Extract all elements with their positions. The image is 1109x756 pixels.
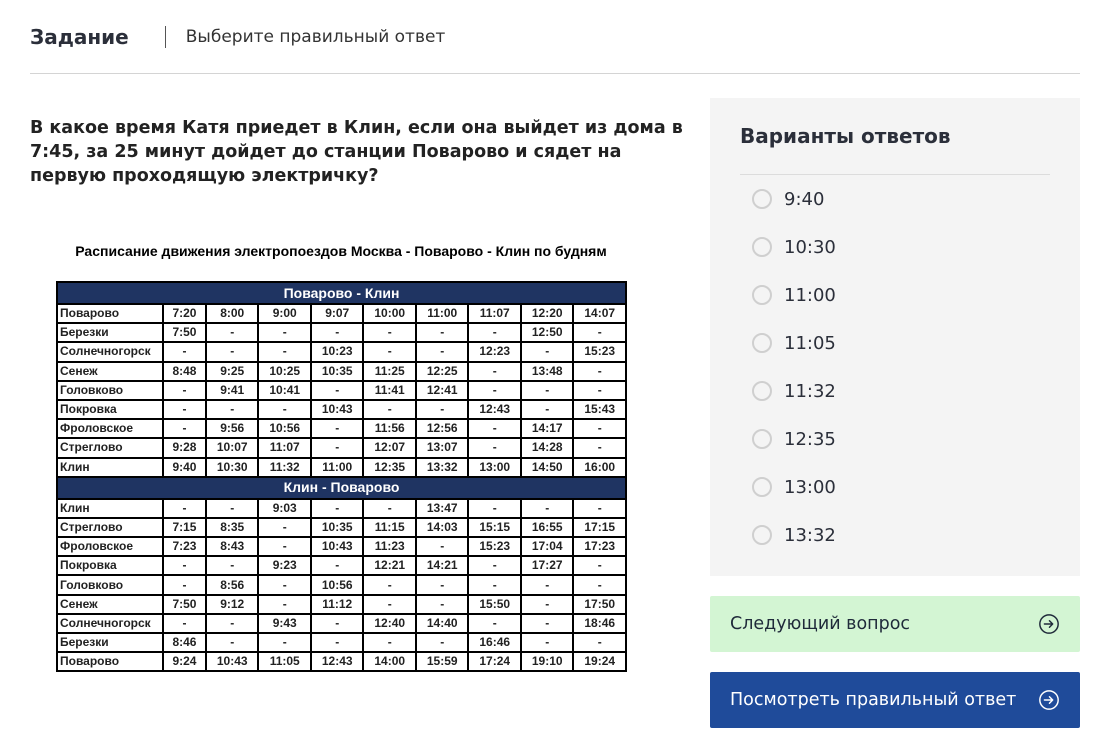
table-row bbox=[57, 575, 626, 594]
show-answer-label: Посмотреть правильный ответ bbox=[730, 690, 1017, 710]
time-cell: 10:35 bbox=[311, 362, 364, 381]
section-heading: Клин - Поварово bbox=[57, 477, 626, 499]
time-cell: 15:15 bbox=[468, 518, 521, 537]
time-cell: - bbox=[573, 499, 626, 518]
time-cell: 15:43 bbox=[573, 400, 626, 419]
time-cell: 11:23 bbox=[363, 537, 416, 556]
time-cell: - bbox=[363, 595, 416, 614]
time-cell: 14:07 bbox=[573, 304, 626, 323]
table-row bbox=[57, 556, 626, 575]
time-cell: - bbox=[468, 323, 521, 342]
time-cell: 8:00 bbox=[206, 304, 259, 323]
time-cell: - bbox=[573, 381, 626, 400]
time-cell: - bbox=[163, 499, 206, 518]
task-header bbox=[30, 22, 445, 52]
time-cell: - bbox=[468, 381, 521, 400]
time-cell: 9:43 bbox=[258, 614, 311, 633]
time-cell: - bbox=[468, 438, 521, 457]
time-cell: - bbox=[573, 556, 626, 575]
next-question-button[interactable] bbox=[710, 596, 1080, 652]
table-row bbox=[57, 633, 626, 652]
answer-option-label: 9:40 bbox=[784, 188, 825, 210]
time-cell: 9:25 bbox=[206, 362, 259, 381]
answers-panel bbox=[710, 98, 1080, 576]
radio-button[interactable] bbox=[752, 429, 772, 449]
radio-button[interactable] bbox=[752, 333, 772, 353]
time-cell: - bbox=[468, 362, 521, 381]
time-cell: - bbox=[311, 419, 364, 438]
time-cell: - bbox=[206, 499, 259, 518]
time-cell: 12:35 bbox=[363, 458, 416, 477]
time-cell: - bbox=[258, 537, 311, 556]
station-name: Головково bbox=[57, 575, 163, 594]
time-cell: 9:12 bbox=[206, 595, 259, 614]
time-cell: - bbox=[363, 575, 416, 594]
time-cell: - bbox=[468, 575, 521, 594]
time-cell: 9:23 bbox=[258, 556, 311, 575]
time-cell: 9:00 bbox=[258, 304, 311, 323]
time-cell: 10:41 bbox=[258, 381, 311, 400]
station-name: Сенеж bbox=[57, 362, 163, 381]
time-cell: - bbox=[468, 614, 521, 633]
table-row bbox=[57, 419, 626, 438]
time-cell: - bbox=[311, 614, 364, 633]
time-cell: - bbox=[521, 614, 574, 633]
time-cell: - bbox=[206, 614, 259, 633]
time-cell: - bbox=[521, 400, 574, 419]
time-cell: - bbox=[468, 419, 521, 438]
answer-option[interactable] bbox=[752, 473, 836, 501]
table-row bbox=[57, 614, 626, 633]
time-cell: 14:21 bbox=[416, 556, 469, 575]
time-cell: - bbox=[416, 400, 469, 419]
time-cell: 10:35 bbox=[311, 518, 364, 537]
station-name: Березки bbox=[57, 323, 163, 342]
table-row bbox=[57, 518, 626, 537]
time-cell: 13:07 bbox=[416, 438, 469, 457]
time-cell: 14:40 bbox=[416, 614, 469, 633]
station-name: Фроловское bbox=[57, 419, 163, 438]
time-cell: 11:05 bbox=[258, 652, 311, 671]
time-cell: 10:07 bbox=[206, 438, 259, 457]
time-cell: - bbox=[521, 575, 574, 594]
time-cell: 19:24 bbox=[573, 652, 626, 671]
table-row bbox=[57, 342, 626, 361]
time-cell: - bbox=[163, 556, 206, 575]
time-cell: 10:56 bbox=[258, 419, 311, 438]
time-cell: - bbox=[416, 633, 469, 652]
time-cell: - bbox=[573, 575, 626, 594]
time-cell: 12:56 bbox=[416, 419, 469, 438]
time-cell: - bbox=[163, 400, 206, 419]
time-cell: 12:07 bbox=[363, 438, 416, 457]
time-cell: 9:41 bbox=[206, 381, 259, 400]
station-name: Стреглово bbox=[57, 518, 163, 537]
answer-option-label: 13:32 bbox=[784, 524, 836, 546]
radio-button[interactable] bbox=[752, 189, 772, 209]
arrow-circle-right-icon bbox=[1038, 689, 1060, 711]
time-cell: 10:43 bbox=[311, 400, 364, 419]
radio-button[interactable] bbox=[752, 525, 772, 545]
time-cell: 7:50 bbox=[163, 595, 206, 614]
time-cell: 13:47 bbox=[416, 499, 469, 518]
time-cell: - bbox=[206, 400, 259, 419]
time-cell: 11:00 bbox=[311, 458, 364, 477]
time-cell: 10:30 bbox=[206, 458, 259, 477]
time-cell: - bbox=[258, 595, 311, 614]
time-cell: 13:32 bbox=[416, 458, 469, 477]
time-cell: 10:43 bbox=[311, 537, 364, 556]
time-cell: - bbox=[573, 362, 626, 381]
time-cell: 12:50 bbox=[521, 323, 574, 342]
time-cell: - bbox=[468, 499, 521, 518]
time-cell: 7:50 bbox=[163, 323, 206, 342]
time-cell: 19:10 bbox=[521, 652, 574, 671]
schedule-table bbox=[56, 281, 627, 672]
question-text: В какое время Катя приедет в Клин, если она выйдет из дома в 7:45, за 25 минут дойдет до станции Поварово и сядет на первую проходящую электричку? bbox=[30, 118, 683, 186]
table-row bbox=[57, 362, 626, 381]
station-name: Солнечногорск bbox=[57, 342, 163, 361]
time-cell: - bbox=[258, 575, 311, 594]
time-cell: 10:43 bbox=[206, 652, 259, 671]
time-cell: 8:43 bbox=[206, 537, 259, 556]
time-cell: 7:15 bbox=[163, 518, 206, 537]
schedule-section-header bbox=[57, 282, 626, 304]
time-cell: 11:00 bbox=[416, 304, 469, 323]
time-cell: 17:50 bbox=[573, 595, 626, 614]
time-cell: - bbox=[363, 633, 416, 652]
time-cell: - bbox=[311, 499, 364, 518]
time-cell: - bbox=[416, 342, 469, 361]
time-cell: 14:28 bbox=[521, 438, 574, 457]
time-cell: 9:40 bbox=[163, 458, 206, 477]
time-cell: 7:20 bbox=[163, 304, 206, 323]
time-cell: - bbox=[416, 537, 469, 556]
time-cell: 17:23 bbox=[573, 537, 626, 556]
answer-option[interactable] bbox=[752, 185, 824, 213]
time-cell: - bbox=[573, 323, 626, 342]
time-cell: - bbox=[573, 419, 626, 438]
answer-option-label: 11:32 bbox=[784, 380, 836, 402]
time-cell: 16:00 bbox=[573, 458, 626, 477]
time-cell: - bbox=[311, 556, 364, 575]
station-name: Березки bbox=[57, 633, 163, 652]
time-cell: - bbox=[311, 323, 364, 342]
time-cell: 10:23 bbox=[311, 342, 364, 361]
time-cell: - bbox=[163, 419, 206, 438]
time-cell: - bbox=[163, 614, 206, 633]
answer-option[interactable] bbox=[752, 233, 836, 261]
time-cell: - bbox=[311, 381, 364, 400]
time-cell: 8:46 bbox=[163, 633, 206, 652]
table-row bbox=[57, 458, 626, 477]
answer-option[interactable] bbox=[752, 329, 836, 357]
time-cell: - bbox=[258, 518, 311, 537]
time-cell: - bbox=[163, 575, 206, 594]
time-cell: 17:15 bbox=[573, 518, 626, 537]
time-cell: - bbox=[363, 323, 416, 342]
station-name: Головково bbox=[57, 381, 163, 400]
time-cell: 15:23 bbox=[468, 537, 521, 556]
time-cell: 8:35 bbox=[206, 518, 259, 537]
answer-option[interactable] bbox=[752, 377, 836, 405]
time-cell: 11:07 bbox=[468, 304, 521, 323]
time-cell: 16:55 bbox=[521, 518, 574, 537]
time-cell: 12:41 bbox=[416, 381, 469, 400]
time-cell: 10:25 bbox=[258, 362, 311, 381]
station-name: Покровка bbox=[57, 400, 163, 419]
time-cell: 12:43 bbox=[468, 400, 521, 419]
time-cell: - bbox=[206, 556, 259, 575]
time-cell: - bbox=[416, 595, 469, 614]
station-name: Поварово bbox=[57, 652, 163, 671]
time-cell: - bbox=[311, 633, 364, 652]
page-subtitle: Выберите правильный ответ bbox=[185, 27, 446, 47]
time-cell: - bbox=[163, 342, 206, 361]
table-row bbox=[57, 499, 626, 518]
time-cell: 17:24 bbox=[468, 652, 521, 671]
table-row bbox=[57, 652, 626, 671]
time-cell: 11:41 bbox=[363, 381, 416, 400]
table-row bbox=[57, 304, 626, 323]
radio-button[interactable] bbox=[752, 285, 772, 305]
station-name: Покровка bbox=[57, 556, 163, 575]
answers-title: Варианты ответов bbox=[740, 124, 951, 148]
answer-option-label: 10:30 bbox=[784, 236, 836, 258]
station-name: Сенеж bbox=[57, 595, 163, 614]
time-cell: - bbox=[258, 342, 311, 361]
answer-option-label: 11:00 bbox=[784, 284, 836, 306]
time-cell: 11:32 bbox=[258, 458, 311, 477]
time-cell: 15:59 bbox=[416, 652, 469, 671]
time-cell: - bbox=[521, 633, 574, 652]
time-cell: 15:23 bbox=[573, 342, 626, 361]
schedule-section-header bbox=[57, 477, 626, 499]
time-cell: 17:04 bbox=[521, 537, 574, 556]
table-row bbox=[57, 323, 626, 342]
time-cell: 9:24 bbox=[163, 652, 206, 671]
arrow-circle-right-icon bbox=[1038, 613, 1060, 635]
radio-button[interactable] bbox=[752, 477, 772, 497]
station-name: Поварово bbox=[57, 304, 163, 323]
station-name: Стреглово bbox=[57, 438, 163, 457]
time-cell: - bbox=[206, 633, 259, 652]
time-cell: - bbox=[521, 381, 574, 400]
time-cell: 8:56 bbox=[206, 575, 259, 594]
time-cell: - bbox=[573, 633, 626, 652]
time-cell: - bbox=[521, 595, 574, 614]
radio-button[interactable] bbox=[752, 381, 772, 401]
time-cell: 16:46 bbox=[468, 633, 521, 652]
time-cell: 14:17 bbox=[521, 419, 574, 438]
station-name: Клин bbox=[57, 458, 163, 477]
time-cell: - bbox=[258, 400, 311, 419]
station-name: Солнечногорск bbox=[57, 614, 163, 633]
time-cell: 10:00 bbox=[363, 304, 416, 323]
header-divider bbox=[165, 26, 166, 48]
time-cell: 14:50 bbox=[521, 458, 574, 477]
time-cell: 12:40 bbox=[363, 614, 416, 633]
time-cell: - bbox=[206, 323, 259, 342]
time-cell: - bbox=[521, 499, 574, 518]
page-title: Задание bbox=[30, 25, 129, 49]
time-cell: - bbox=[573, 438, 626, 457]
header-rule bbox=[30, 73, 1080, 74]
time-cell: - bbox=[206, 342, 259, 361]
time-cell: 11:12 bbox=[311, 595, 364, 614]
station-name: Фроловское bbox=[57, 537, 163, 556]
time-cell: 11:07 bbox=[258, 438, 311, 457]
time-cell: - bbox=[258, 633, 311, 652]
time-cell: 13:48 bbox=[521, 362, 574, 381]
time-cell: - bbox=[311, 438, 364, 457]
time-cell: - bbox=[163, 381, 206, 400]
time-cell: - bbox=[258, 323, 311, 342]
time-cell: 14:00 bbox=[363, 652, 416, 671]
time-cell: 12:25 bbox=[416, 362, 469, 381]
time-cell: - bbox=[363, 342, 416, 361]
time-cell: 17:27 bbox=[521, 556, 574, 575]
station-name: Клин bbox=[57, 499, 163, 518]
time-cell: 9:07 bbox=[311, 304, 364, 323]
answer-option[interactable] bbox=[752, 281, 836, 309]
time-cell: - bbox=[416, 575, 469, 594]
show-answer-button[interactable] bbox=[710, 672, 1080, 728]
answers-divider bbox=[740, 174, 1050, 175]
time-cell: - bbox=[363, 400, 416, 419]
next-question-label: Следующий вопрос bbox=[730, 614, 911, 634]
radio-button[interactable] bbox=[752, 237, 772, 257]
time-cell: - bbox=[416, 323, 469, 342]
time-cell: 9:03 bbox=[258, 499, 311, 518]
time-cell: 12:23 bbox=[468, 342, 521, 361]
section-heading: Поварово - Клин bbox=[57, 282, 626, 304]
time-cell: - bbox=[521, 342, 574, 361]
answer-option-label: 11:05 bbox=[784, 332, 836, 354]
time-cell: 13:00 bbox=[468, 458, 521, 477]
answer-option-label: 12:35 bbox=[784, 428, 836, 450]
time-cell: 12:20 bbox=[521, 304, 574, 323]
time-cell: - bbox=[468, 556, 521, 575]
answer-option[interactable] bbox=[752, 521, 836, 549]
time-cell: 11:15 bbox=[363, 518, 416, 537]
time-cell: 12:43 bbox=[311, 652, 364, 671]
time-cell: 9:56 bbox=[206, 419, 259, 438]
answer-option[interactable] bbox=[752, 425, 836, 453]
table-row bbox=[57, 438, 626, 457]
time-cell: 8:48 bbox=[163, 362, 206, 381]
time-cell: 11:25 bbox=[363, 362, 416, 381]
table-row bbox=[57, 537, 626, 556]
time-cell: 18:46 bbox=[573, 614, 626, 633]
time-cell: 10:56 bbox=[311, 575, 364, 594]
table-row bbox=[57, 595, 626, 614]
time-cell: 14:03 bbox=[416, 518, 469, 537]
schedule-title: Расписание движения электропоездов Москва - Поварово - Клин по будням bbox=[75, 243, 607, 259]
time-cell: 11:56 bbox=[363, 419, 416, 438]
time-cell: 15:50 bbox=[468, 595, 521, 614]
time-cell: - bbox=[363, 499, 416, 518]
table-row bbox=[57, 400, 626, 419]
time-cell: 9:28 bbox=[163, 438, 206, 457]
time-cell: 12:21 bbox=[363, 556, 416, 575]
table-row bbox=[57, 381, 626, 400]
answer-option-label: 13:00 bbox=[784, 476, 836, 498]
time-cell: 7:23 bbox=[163, 537, 206, 556]
